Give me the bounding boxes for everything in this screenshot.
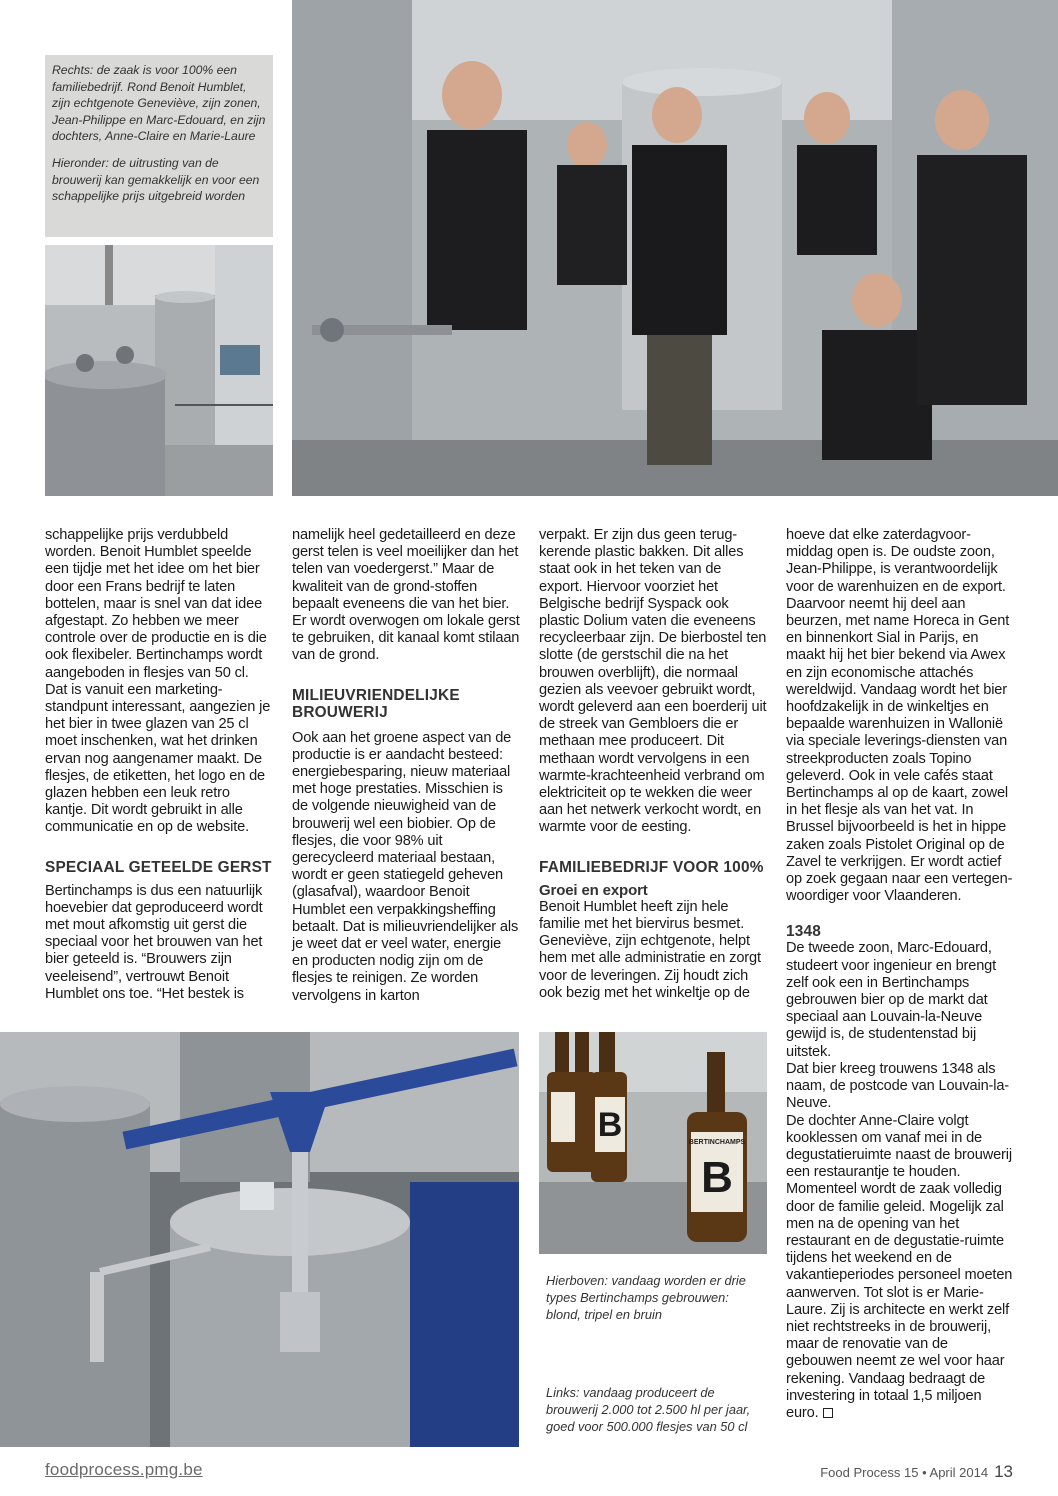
article-column-1 — [45, 527, 273, 1003]
end-mark-icon — [823, 1408, 833, 1418]
subheading-groei: Groei en export — [539, 881, 648, 899]
bottle-label-text: BERTINCHAMPS — [688, 1139, 746, 1146]
footer-website-link[interactable]: foodprocess.pmg.be — [45, 1460, 203, 1479]
equipment-photo — [45, 245, 273, 496]
paragraph: Bertinchamps is dus een natuurlijk hoevebier dat geproduceerd wordt met mout afkomstig uit gerst die speciaal voor het brouwen van het bier geteeld is. “Brouwers zijn veeleisend”, vertrouwt Benoit Humblet ons toe. “Het bestek is — [45, 882, 263, 1002]
svg-text:B: B — [701, 1153, 733, 1202]
bottles-photo — [539, 1032, 767, 1254]
caption-equipment: Hieronder: de uitrusting van de brouwerij kan gemakkelijk en voor een schappelijke prijs uitgebreid worden — [52, 155, 260, 204]
section-heading-1348: 1348 — [786, 923, 822, 941]
caption-bottles: Hierboven: vandaag worden er drie types Bertinchamps gebrouwen: blond, tripel en bruin — [546, 1273, 746, 1322]
paragraph: Ook aan het groene aspect van de productie is er aandacht besteed: energiebesparing, nieuw materiaal met hoge prestaties. Misschien is de volgende nieuwigheid van de brouwerij wel een biobier. Op de flesjes, die voor 98% uit gerecycleerd materiaal bestaan, wordt er geen statiegeld geheven (glasafval), waardoor Benoit Humblet een verpakkingsheffing betaalt. Dat is milieuvriendelijker als je weet dat er veel water, energie en producten nodig zijn om de flesjes te reinigen. Ze worden vervolgens in karton — [292, 729, 519, 1004]
paragraph: Benoit Humblet heeft zijn hele familie met het biervirus besmet. Geneviève, zijn echtgenote, helpt hem met alle administratie en zorgt voor de leveringen. Zij houdt zich ook bezig met het winkeltje op de — [539, 898, 761, 1001]
paragraph: schappelijke prijs verdubbeld worden. Benoit Humblet speelde een tijdje met het idee om het bier door een Frans bedrijf te laten bottelen, maar is snel van dat idee afgestapt. Zo hebben we meer controle over de productie en is die ook flexibeler. Bertinchamps wordt aangeboden in flesjes van 50 cl. Dat is vanuit een marketing-standpunt interessant, aangezien je het bier in twee glazen van 25 cl moet inschenken, wat het drinken ervan nog aangenamer maakt. De flesjes, de etiketten, het logo en de glazen hebben een leuk retro kantje. Dit wordt gebruikt in alle communicatie en op de website. — [45, 527, 271, 836]
paragraph-text: De dochter Anne-Claire volgt kooklessen om vanaf mei in de degustatieruimte naast de brouwerij een restaurantje te houden. Momenteel wordt de zaak volledig door de familie geleid. Mogelijk zal men na de opening van het restaurant en de degustatie-ruimte tijdens het weekend en de vakantieperiodes personeel moeten aanwerven. Tot slot is er Marie-Laure. Zij is architecte en werkt zelf niet rechtstreeks in de brouwerij, maar de renovatie van de gebouwen neemt ze wel voor haar rekening. Vandaag bedraagt de investering in totaal 1,5 miljoen euro. — [786, 1112, 1013, 1421]
brewery-equipment-photo — [0, 1032, 519, 1447]
section-heading-gerst: SPECIAAL GETEELDE GERST — [45, 858, 272, 876]
page-number: 13 — [994, 1462, 1013, 1481]
paragraph: Dat bier kreeg trouwens 1348 als naam, de postcode van Louvain-la-Neuve. — [786, 1060, 1010, 1112]
paragraph: hoeve dat elke zaterdagvoor-middag open is. De oudste zoon, Jean-Philippe, is verantwoordelijk voor de warenhuizen en de export. Daarvoor neemt hij deel aan beurzen, met name Horeca in Gent en binnenkort Sial in Parijs, en maakt hij het bier bekend via Awex en zijn economische attachés wereldwijd. Vandaag wordt het bier hoofdzakelijk in de winkeltjes en bepaalde warenhuizen in Wallonië via speciale leverings-diensten van streekproducten zoals Topino geleverd. Ook in vele cafés staat Bertinchamps al op de kaart, zowel in het flesje als van het vat. In Brussel bijvoorbeeld is het in hippe zaken zoals Pistolet Original op de Zavel te verkrijgen. Er wordt actief op zoek gegaan naar een vertegen-woordiger voor Vlaanderen. — [786, 527, 1013, 905]
paragraph: verpakt. Er zijn dus geen terug-kerende plastic bakken. Dit alles staat ook in het teken van de export. Hiervoor voorziet het Belgische bedrijf Syspack ook plastic Dolium vaten die eveneens recycleerbaar zijn. De bierbostel ten slotte (de gerstschil die na het brouwen overblijft), die normaal gezien als veevoer gebruikt wordt, wordt geleverd aan een boerderij uit de streek van Gembloers die er methaan mee produceert. Dit methaan wordt vervolgens in een warmte-krachteenheid verbrand om elektriciteit op te wekken die weer aan het netwerk verkocht wordt, en warmte voor de eesting. — [539, 527, 767, 836]
family-photo — [292, 0, 1058, 496]
photo-caption-top — [45, 55, 273, 237]
footer-issue — [820, 1462, 1013, 1482]
article-column-3 — [539, 527, 767, 1002]
section-heading-milieu: MILIEUVRIENDELIJKE BROUWERIJ — [292, 686, 460, 721]
paragraph: De tweede zoon, Marc-Edouard, studeert voor ingenieur en brengt zelf ook een in Bertinchamps gebrouwen bier op de markt dat speciaal aan Louvain-la-Neuve gewijd is, de studentenstad bij uitstek. — [786, 940, 997, 1060]
article-column-4 — [786, 527, 1014, 1422]
paragraph: namelijk heel gedetailleerd en deze gerst telen is veel moeilijker dan het telen van voedergerst.” Maar de kwaliteit van de grond-stoffen bepaalt eveneens die van het bier. Er wordt overwogen om lokale gerst te gebruiken, dit kanaal komt stilaan van de grond. — [292, 527, 520, 664]
svg-text:B: B — [597, 1106, 623, 1144]
paragraph — [786, 1113, 1014, 1423]
section-heading-familie: FAMILIEBEDRIJF VOOR 100% — [539, 858, 764, 876]
caption-production: Links: vandaag produceert de brouwerij 2.000 tot 2.500 hl per jaar, goed voor 500.000 flesjes van 50 cl — [546, 1385, 751, 1434]
footer-issue-text: Food Process 15 • April 2014 — [820, 1465, 989, 1480]
article-column-2 — [292, 527, 520, 1005]
caption-family: Rechts: de zaak is voor 100% een familiebedrijf. Rond Benoit Humblet, zijn echtgenote Geneviève, zijn zonen, Jean-Philippe en Marc-Edouard, en zijn dochters, Anne-Claire en Marie-Laure — [52, 63, 266, 144]
